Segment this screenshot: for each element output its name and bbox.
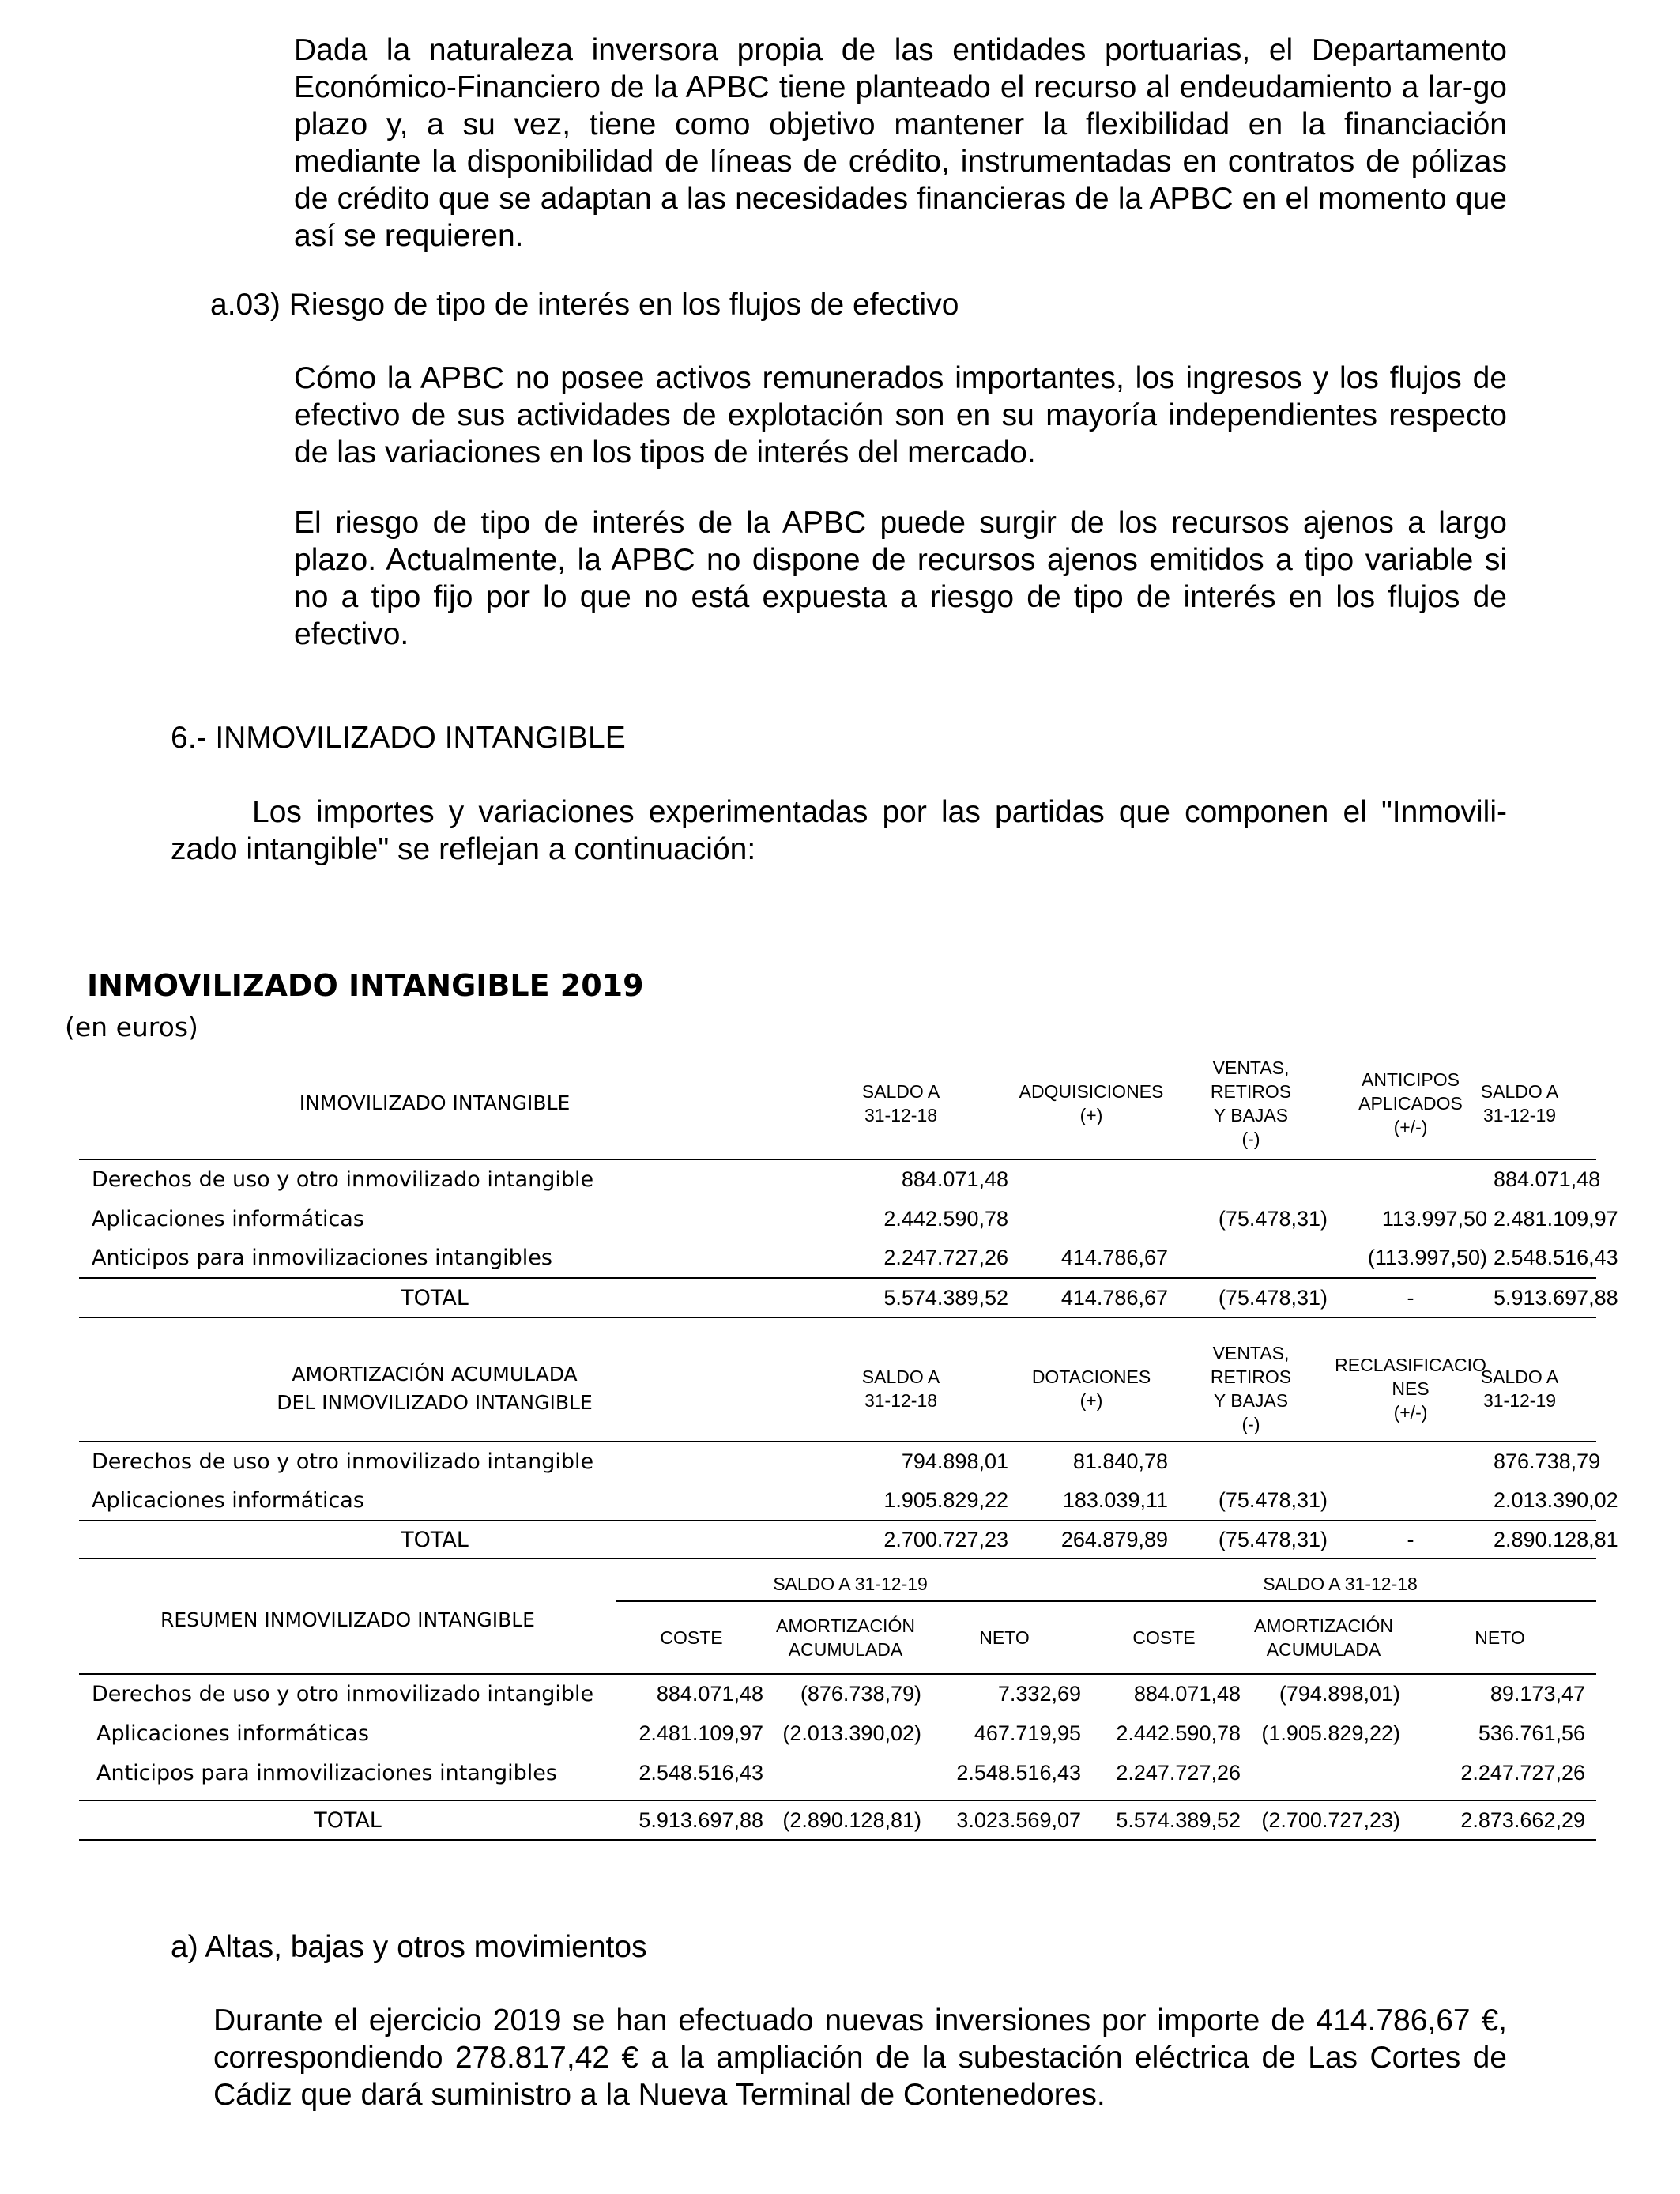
table-row: Derechos de uso y otro inmovilizado intangible 794.898,01 81.840,78 876.738,79 [92, 1449, 1601, 1474]
table-row: Derechos de uso y otro inmovilizado intangible 884.071,48 884.071,48 [92, 1167, 1601, 1192]
section-6-paragraph: Los importes y variaciones experimentadas por las partidas que componen el "Inmovili-zado intangible" se reflejan a continuación: [171, 795, 1507, 866]
report-title: INMOVILIZADO INTANGIBLE 2019 [87, 968, 644, 1003]
section-a03-paragraph-1: Cómo la APBC no posee activos remunerados importantes, los ingresos y los flujos de efectivo de sus actividades de explotación son en su mayoría independientes respecto de las variaciones en los tipos de interés del mercado. [294, 361, 1507, 469]
column-header: SALDO A 31-12-18 [790, 1336, 1011, 1442]
table-header-row [79, 1336, 1596, 1442]
summary-table [79, 1566, 1596, 1841]
column-header: NETO [1403, 1601, 1596, 1674]
table-label-header: AMORTIZACIÓN ACUMULADA DEL INMOVILIZADO INTANGIBLE [79, 1336, 790, 1442]
column-header: COSTE [1084, 1601, 1244, 1674]
table-label-header: INMOVILIZADO INTANGIBLE [79, 1047, 790, 1159]
group-header: SALDO A 31-12-19 [616, 1566, 1084, 1601]
section-a03-heading: a.03) Riesgo de tipo de interés en los flujos de efectivo [210, 288, 959, 322]
column-header: SALDO A 31-12-18 [790, 1047, 1011, 1159]
section-a-paragraph: Durante el ejercicio 2019 se han efectuado nuevas inversiones por importe de 414.786,67 €, correspondiendo 278.817,42 € a la ampliación de la subestación eléctrica de Las Cortes de Cádiz que dará suministro a la Nueva Terminal de Contenedores. [213, 2004, 1507, 2112]
report-unit: (en euros) [65, 1012, 198, 1042]
column-header: VENTAS, RETIROS Y BAJAS (-) [1171, 1047, 1331, 1159]
intangible-assets-table [79, 1047, 1618, 1318]
group-header: SALDO A 31-12-18 [1084, 1566, 1596, 1601]
column-header: ADQUISICIONES (+) [1011, 1047, 1171, 1159]
table-row: Anticipos para inmovilizaciones intangibles 2.548.516,43 2.548.516,43 2.247.727,26 2.247.727,26 [96, 1760, 1585, 1785]
table-row: Aplicaciones informáticas 2.442.590,78 (75.478,31) 113.997,50 2.481.109,97 [92, 1206, 1618, 1231]
column-header: SALDO A 31-12-19 [1490, 1336, 1596, 1442]
column-header: ANTICIPOS APLICADOS (+/-) [1331, 1047, 1490, 1159]
table-total-row: TOTAL 5.913.697,88 (2.890.128,81) 3.023.569,07 5.574.389,52 (2.700.727,23) 2.873.662,29 [79, 1800, 1596, 1840]
table-row: Aplicaciones informáticas 2.481.109,97 (2.013.390,02) 467.719,95 2.442.590,78 (1.905.829,22) 536.761,56 [96, 1721, 1585, 1746]
table-row: Anticipos para inmovilizaciones intangibles 2.247.727,26 414.786,67 (113.997,50) 2.548.516,43 [92, 1246, 1618, 1270]
section-6-heading: 6.- INMOVILIZADO INTANGIBLE [171, 721, 626, 755]
column-header: SALDO A 31-12-19 [1490, 1047, 1596, 1159]
table-row: Aplicaciones informáticas 1.905.829,22 183.039,11 (75.478,31) 2.013.390,02 [92, 1488, 1618, 1513]
intro-paragraph: Dada la naturaleza inversora propia de las entidades portuarias, el Departamento Económico-Financiero de la APBC tiene planteado el recurso al endeudamiento a lar-go plazo y, a su vez, tiene como objetivo mantener la flexibilidad en la financiación mediante la disponibilidad de líneas de crédito, instrumentadas en contratos de pólizas de crédito que se adaptan a las necesidades financieras de la APBC en el momento que así se requieren. [294, 33, 1507, 253]
table-row: Derechos de uso y otro inmovilizado intangible 884.071,48 (876.738,79) 7.332,69 884.071,48 (794.898,01) 89.173,47 [92, 1682, 1585, 1706]
column-header: AMORTIZACIÓN ACUMULADA [767, 1601, 925, 1674]
table-total-row: TOTAL 2.700.727,23 264.879,89 (75.478,31) - 2.890.128,81 [79, 1521, 1596, 1559]
table-label-header: RESUMEN INMOVILIZADO INTANGIBLE [79, 1566, 616, 1674]
accumulated-amortization-table [79, 1336, 1618, 1559]
section-a-heading: a) Altas, bajas y otros movimientos [171, 1930, 647, 1964]
column-header: AMORTIZACIÓN ACUMULADA [1244, 1601, 1403, 1674]
section-a03-paragraph-2: El riesgo de tipo de interés de la APBC puede surgir de los recursos ajenos a largo plazo. Actualmente, la APBC no dispone de recursos ajenos emitidos a tipo variable si no a tipo fijo por lo que no está expuesta a riesgo de tipo de interés en los flujos de efectivo. [294, 506, 1507, 651]
column-header: VENTAS, RETIROS Y BAJAS (-) [1171, 1336, 1331, 1442]
table-group-header-row [79, 1566, 1596, 1601]
table-total-row: TOTAL 5.574.389,52 414.786,67 (75.478,31) - 5.913.697,88 [79, 1278, 1596, 1318]
column-header: RECLASIFICACIO NES (+/-) [1331, 1336, 1490, 1442]
column-header: NETO [925, 1601, 1084, 1674]
column-header: COSTE [616, 1601, 767, 1674]
table-header-row [79, 1047, 1596, 1159]
column-header: DOTACIONES (+) [1011, 1336, 1171, 1442]
